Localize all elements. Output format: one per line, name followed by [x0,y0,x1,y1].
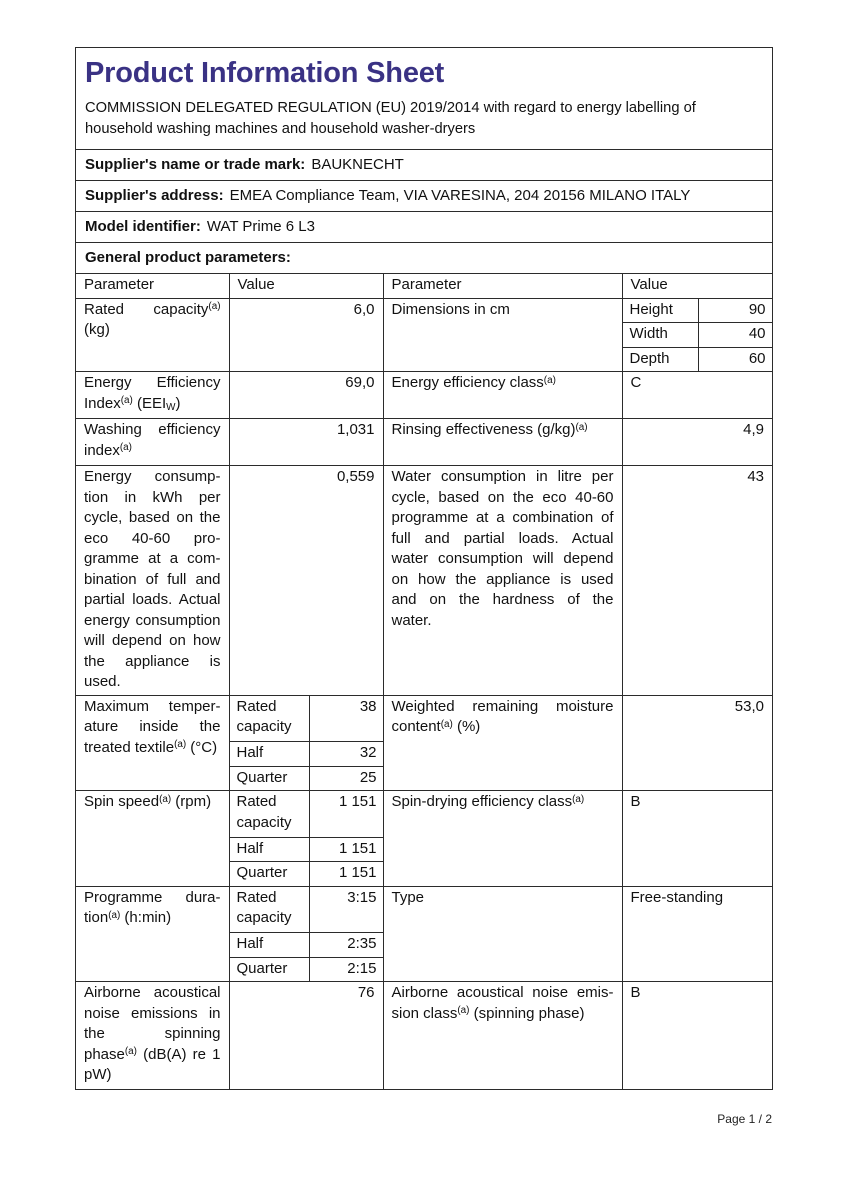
value-airborne-noise-class: B [622,982,772,1089]
value-remaining-moisture: 53,0 [622,695,772,791]
supplier-address-value: EMEA Compliance Team, VIA VARESINA, 204 20156 MILANO ITALY [229,187,691,204]
param-airborne-noise-class: Airborne acoustical noise emission class$^{(a)}$ (spinning phase) [383,982,622,1089]
model-identifier-value: WAT Prime 6 L3 [206,218,315,235]
value-rated-capacity: 6,0 [229,298,383,372]
row-airborne-noise [76,982,772,1089]
sub-label-half: Half [230,837,310,862]
row-maximum-temperature [76,695,772,791]
value-type: Free-standing [622,886,772,982]
supplier-name-row [76,149,772,180]
sub-row-rated-capacity [230,887,384,933]
section-header: General product parameters: [85,249,291,266]
supplier-name-value: BAUKNECHT [311,156,404,173]
sub-label-half: Half [230,742,310,767]
sub-label-rated-capacity: Rated capacity [230,887,310,933]
sub-value-half: 1 151 [310,837,384,862]
param-energy-consumption: Energy consumption in kWh per cycle, based on the eco 40-60 programme at a combination of full and partial loads. Actual energy consumption will depend on how the appliance is used. [76,466,229,696]
section-header-row [76,242,772,273]
param-remaining-moisture: Weighted remaining moisture content$^{(a)}$ (%) [383,695,622,791]
column-header-parameter-left: Parameter [76,274,229,299]
value-energy-efficiency-class: C [622,372,772,419]
model-identifier-row [76,211,772,242]
sub-label-rated-capacity: Rated capacity [230,791,310,837]
dimensions-subtable-cell [622,298,772,372]
param-energy-efficiency-class: Energy efficiency class$^{(a)}$ [383,372,622,419]
sub-value-half: 32 [310,742,384,767]
sub-row-height [623,299,773,323]
param-water-consumption: Water consumption in litre per cycle, based on the eco 40-60 programme at a combination of full and partial loads. Actual water consumption will depend on how the appliance is used and on the hardness of the water. [383,466,622,696]
supplier-address-label: Supplier's address: [85,187,224,204]
sub-row-width [623,323,773,348]
sub-row-half [230,837,384,862]
param-dimensions: Dimensions in cm [383,298,622,372]
param-type: Type [383,886,622,982]
regulation-text: COMMISSION DELEGATED REGULATION (EU) 2019/2014 with regard to energy labelling of household washing machines and household washer-dryers [85,100,696,137]
table-header-row [76,274,772,299]
sub-label-width: Width [623,323,699,348]
sub-value-quarter: 1 151 [310,862,384,886]
value-airborne-noise: 76 [229,982,383,1089]
parameters-table [76,273,772,1089]
row-washing-efficiency [76,419,772,466]
sub-row-depth [623,347,773,371]
sub-value-quarter: 25 [310,766,384,790]
sub-value-height: 90 [699,299,773,323]
supplier-address-row [76,180,772,211]
sub-label-rated-capacity: Rated capacity [230,696,310,742]
param-spin-drying-class: Spin-drying efficiency class$^{(a)}$ [383,791,622,887]
param-energy-efficiency-index: Energy Efficiency Index$^{(a)}$ $(EEI_W)$ [76,372,229,419]
sub-label-quarter: Quarter [230,766,310,790]
row-programme-duration [76,886,772,982]
param-airborne-noise: Airborne acoustical noise emissions in the spinning phase$^{(a)}$ (dB(A) re 1 pW) [76,982,229,1089]
value-spin-drying-class: B [622,791,772,887]
value-rinsing-effectiveness: 4,9 [622,419,772,466]
value-water-consumption: 43 [622,466,772,696]
row-energy-water-consumption [76,466,772,696]
sub-value-width: 40 [699,323,773,348]
sub-label-quarter: Quarter [230,862,310,886]
sub-value-depth: 60 [699,347,773,371]
row-spin-speed [76,791,772,887]
sub-value-rated-capacity: 38 [310,696,384,742]
product-information-sheet [75,47,773,1090]
param-spin-speed: Spin speed$^{(a)}$ (rpm) [76,791,229,887]
value-washing-efficiency-index: 1,031 [229,419,383,466]
sub-row-rated-capacity [230,696,384,742]
sub-row-half [230,742,384,767]
sub-label-quarter: Quarter [230,957,310,981]
column-header-value-left: Value [229,274,383,299]
page-title: Product Information Sheet [85,57,445,89]
row-energy-efficiency-index [76,372,772,419]
param-maximum-temperature: Maximum temperature inside the treated textile$^{(a)}$ (°C) [76,695,229,791]
sub-label-half: Half [230,933,310,958]
page-number: Page 1 / 2 [717,1112,772,1126]
param-programme-duration: Programme duration$^{(a)}$ (h:min) [76,886,229,982]
row-rated-capacity [76,298,772,372]
param-washing-efficiency-index: Washing efficiency index$^{(a)}$ [76,419,229,466]
column-header-value-right: Value [622,274,772,299]
model-identifier-label: Model identifier: [85,218,201,235]
value-energy-efficiency-index: 69,0 [229,372,383,419]
column-header-parameter-right: Parameter [383,274,622,299]
sub-value-rated-capacity: 1 151 [310,791,384,837]
sub-row-quarter [230,957,384,981]
sub-row-quarter [230,862,384,886]
param-rinsing-effectiveness: Rinsing effectiveness $(g/kg)^{(a)}$ [383,419,622,466]
duration-subtable-cell [229,886,383,982]
param-rated-capacity: Rated capacity$^{(a)}$ (kg) [76,298,229,372]
sub-label-height: Height [623,299,699,323]
spin-speed-subtable [230,791,384,886]
temperature-subtable-cell [229,695,383,791]
sub-row-rated-capacity [230,791,384,837]
sub-value-rated-capacity: 3:15 [310,887,384,933]
sub-value-half: 2:35 [310,933,384,958]
dimensions-subtable [623,299,773,372]
value-energy-consumption: 0,559 [229,466,383,696]
temperature-subtable [230,696,384,791]
title-block [76,48,772,149]
supplier-name-label: Supplier's name or trade mark: [85,156,306,173]
duration-subtable [230,887,384,982]
sub-row-half [230,933,384,958]
sub-label-depth: Depth [623,347,699,371]
spin-speed-subtable-cell [229,791,383,887]
sub-row-quarter [230,766,384,790]
sub-value-quarter: 2:15 [310,957,384,981]
